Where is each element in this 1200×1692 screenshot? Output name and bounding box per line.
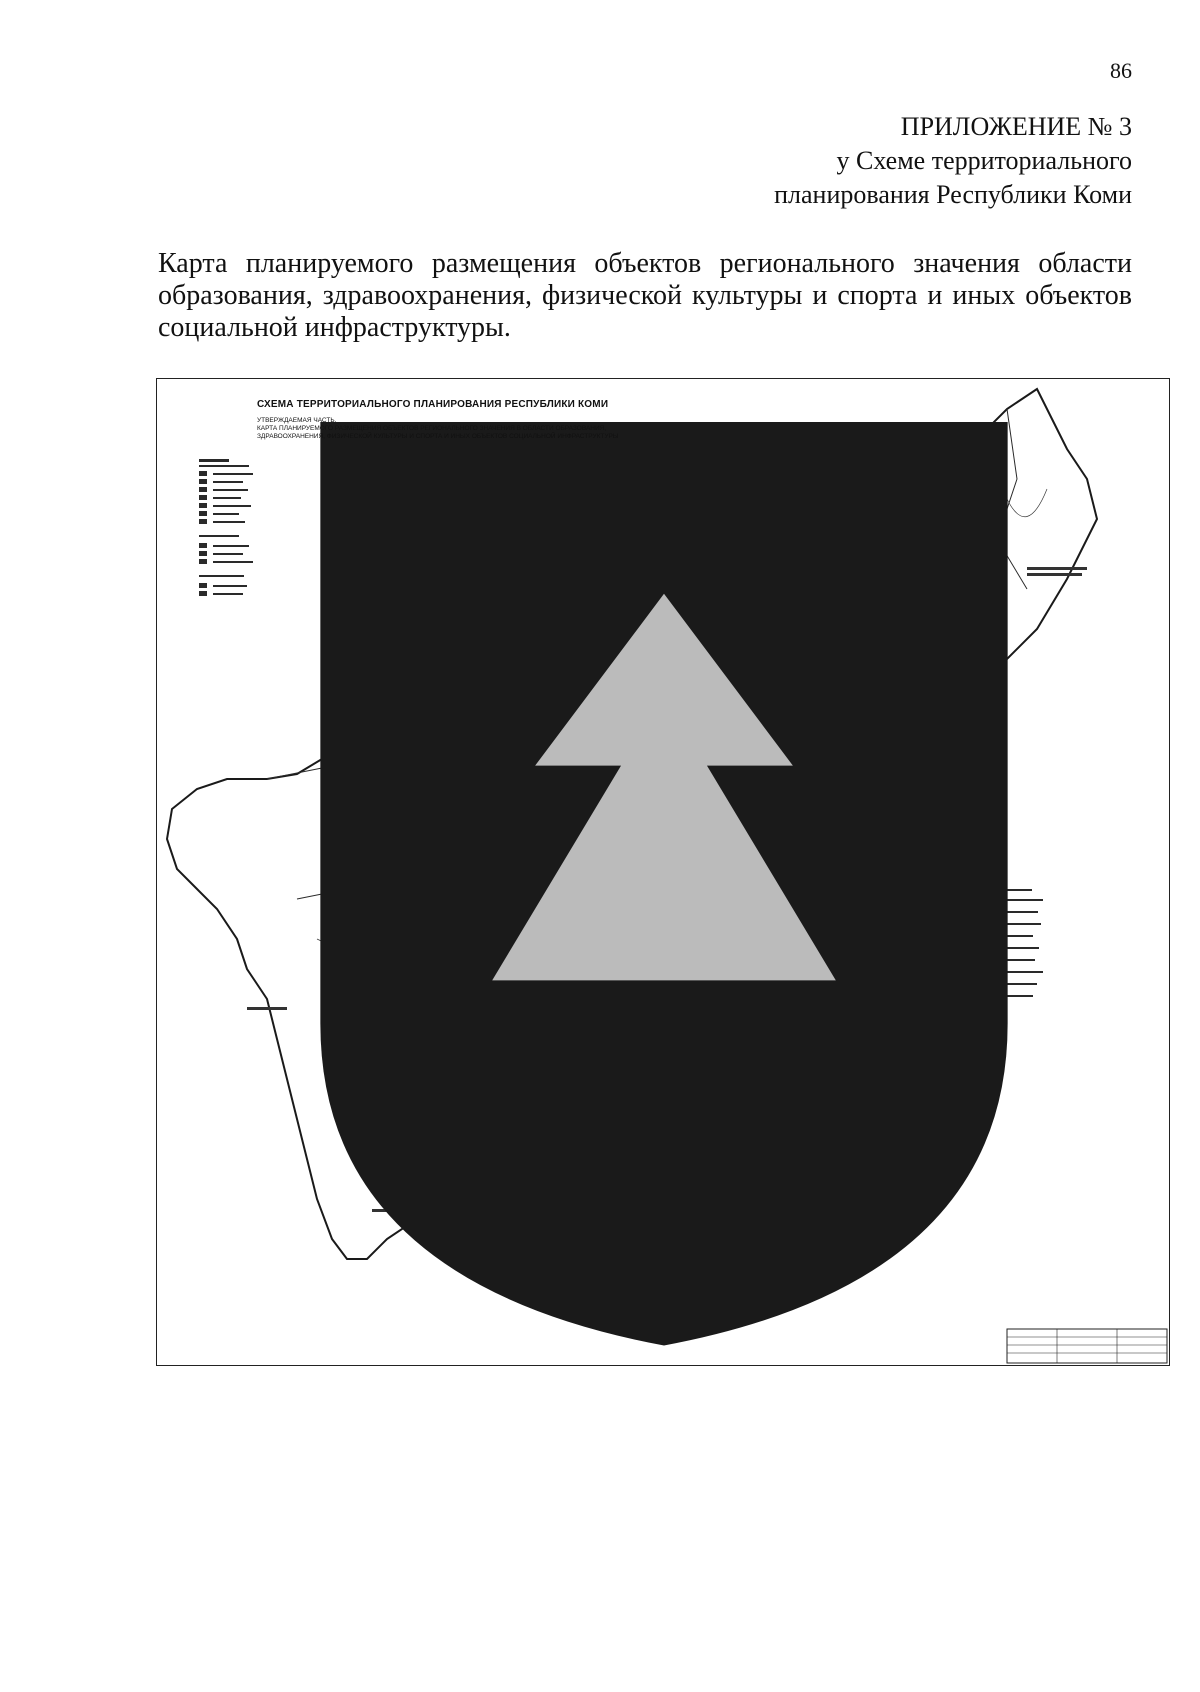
map-subtitle-line: УТВЕРЖДАЕМАЯ ЧАСТЬ. — [257, 417, 337, 424]
appendix-heading — [774, 110, 1132, 212]
appendix-subtitle-line: у Схеме территориального — [836, 146, 1132, 175]
territorial-planning-map — [156, 378, 1170, 1366]
map-title: СХЕМА ТЕРРИТОРИАЛЬНОГО ПЛАНИРОВАНИЯ РЕСПУБЛИКИ КОМИ — [257, 399, 609, 410]
map-subtitle-line: ЗДРАВООХРАНЕНИЯ, ФИЗИЧЕСКОЙ КУЛЬТУРЫ И СПОРТА И ИНЫХ ОБЪЕКТОВ СОЦИАЛЬНОЙ ИНФРАСТРУКТУРЫ — [257, 433, 619, 440]
map-subtitle — [257, 417, 619, 441]
republic-emblem-icon — [157, 379, 1170, 1366]
appendix-subtitle-line: планирования Республики Коми — [774, 180, 1132, 209]
appendix-title: ПРИЛОЖЕНИЕ № 3 — [900, 112, 1132, 141]
map-caption: Карта планируемого размещения объектов регионального значения области образования, здравоохранения, физической культуры и спорта и иных объектов социальной инфраструктуры. — [158, 248, 1132, 343]
map-subtitle-line: КАРТА ПЛАНИРУЕМОГО РАЗМЕЩЕНИЯ ОБЪЕКТОВ РЕГИОНАЛЬНОГО ЗНАЧЕНИЯ В ОБЛАСТИ ОБРАЗОВАНИЯ, — [257, 425, 607, 432]
page-number: 86 — [1110, 58, 1132, 83]
